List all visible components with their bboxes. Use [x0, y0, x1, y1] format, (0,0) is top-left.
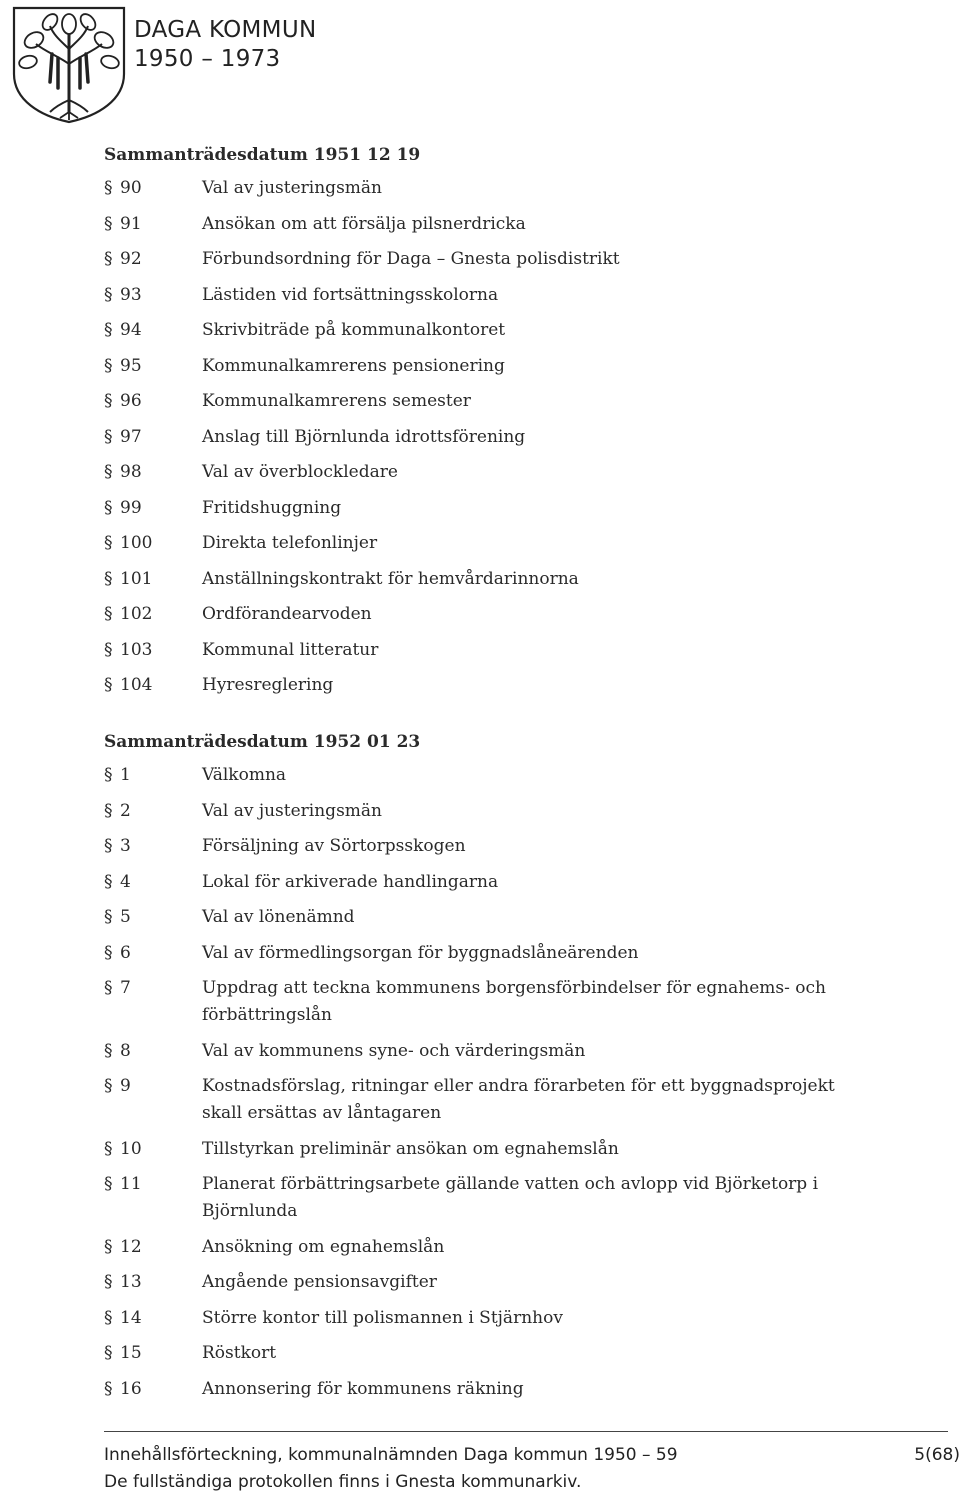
agenda-item-text: Planerat förbättringsarbete gällande vatten och avlopp vid Björketorp i Björnlunda: [202, 1174, 819, 1221]
section-sign: §: [104, 533, 113, 553]
paragraph-number-value: 5: [120, 907, 131, 927]
section-sign: §: [104, 391, 113, 411]
section-sign: §: [104, 1378, 113, 1399]
paragraph-number: [104, 388, 202, 415]
section-sign: §: [104, 1236, 113, 1257]
paragraph-number-value: 95: [120, 355, 142, 376]
list-item: [104, 672, 904, 699]
section-sign: §: [104, 178, 113, 198]
agenda-item-text: Fritidshuggning: [202, 497, 342, 518]
paragraph-number: [104, 1234, 202, 1261]
paragraph-number: [104, 833, 202, 860]
paragraph-number: [104, 975, 202, 1002]
list-item: [104, 1376, 904, 1403]
paragraph-number: [104, 1038, 202, 1065]
agenda-item-text: Försäljning av Sörtorpsskogen: [202, 836, 466, 856]
agenda-item-text: Skrivbiträde på kommunalkontoret: [202, 320, 506, 340]
title-block: [134, 16, 316, 74]
section-sign: §: [104, 284, 113, 305]
section-sign: §: [104, 978, 113, 998]
paragraph-number: [104, 1171, 202, 1198]
paragraph-number: [104, 762, 202, 789]
paragraph-number-value: 98: [120, 462, 142, 482]
agenda-item-text: Uppdrag att teckna kommunens borgensförbindelser för egnahems- och förbättringslån: [202, 978, 827, 1025]
list-item: [104, 282, 904, 309]
meeting-date-heading: Sammanträdesdatum 1951 12 19: [104, 145, 421, 165]
agenda-item-text: Lokal för arkiverade handlingarna: [202, 871, 499, 892]
paragraph-number-value: 100: [120, 533, 153, 553]
section-sign: §: [104, 1076, 113, 1096]
paragraph-number: [104, 175, 202, 202]
list-item: [104, 1269, 904, 1296]
paragraph-number-value: 102: [120, 604, 153, 624]
section-sign: §: [104, 462, 113, 482]
paragraph-number-value: 14: [120, 1307, 142, 1328]
list-item: [104, 1136, 904, 1163]
list-item: [104, 459, 904, 486]
list-item: [104, 353, 904, 380]
paragraph-number: [104, 211, 202, 238]
agenda-item-text: Val av justeringsmän: [202, 800, 382, 821]
paragraph-number: [104, 672, 202, 699]
section-sign: §: [104, 213, 113, 234]
list-item: [104, 495, 904, 522]
paragraph-number-value: 96: [120, 391, 142, 411]
footer-description: Innehållsförteckning, kommunalnämnden Daga kommun 1950 – 59: [104, 1445, 678, 1465]
paragraph-number-value: 12: [120, 1236, 142, 1257]
paragraph-number-value: 3: [120, 836, 131, 856]
paragraph-number: [104, 353, 202, 380]
paragraph-number-value: 2: [120, 800, 131, 821]
paragraph-number-value: 15: [120, 1343, 142, 1363]
paragraph-number: [104, 1073, 202, 1100]
list-item: [104, 1073, 904, 1127]
list-item: [104, 1234, 904, 1261]
list-item: [104, 1340, 904, 1367]
section-sign: §: [104, 249, 113, 269]
paragraph-number: [104, 940, 202, 967]
section-sign: §: [104, 1040, 113, 1061]
agenda-item-text: Ordförandearvoden: [202, 604, 372, 624]
section-sign: §: [104, 320, 113, 340]
paragraph-number-value: 90: [120, 178, 142, 198]
agenda-item-text: Ansökning om egnahemslån: [202, 1236, 445, 1257]
paragraph-number: [104, 1305, 202, 1332]
list-item: [104, 317, 904, 344]
title-years: 1950 – 1973: [134, 46, 281, 72]
paragraph-number-value: 1: [120, 765, 131, 785]
tree-crest-icon: [10, 4, 128, 124]
agenda-item-text: Kommunal litteratur: [202, 639, 379, 660]
agenda-item-text: Kommunalkamrerens pensionering: [202, 355, 505, 376]
section-sign: §: [104, 426, 113, 447]
list-item: [104, 601, 904, 628]
list-item: [104, 637, 904, 664]
paragraph-number-value: 94: [120, 320, 142, 340]
section-sign: §: [104, 836, 113, 856]
paragraph-number-value: 11: [120, 1174, 142, 1194]
paragraph-number-value: 8: [120, 1040, 131, 1061]
footer-archive-note: De fullständiga protokollen finns i Gnesta kommunarkiv.: [104, 1472, 582, 1492]
paragraph-number-value: 4: [120, 871, 131, 892]
agenda-item-text: Större kontor till polismannen i Stjärnhov: [202, 1307, 563, 1328]
paragraph-number: [104, 1269, 202, 1296]
agenda-item-text: Kommunalkamrerens semester: [202, 391, 471, 411]
paragraph-number-value: 13: [120, 1272, 142, 1292]
list-item: [104, 211, 904, 238]
list-item: [104, 388, 904, 415]
section-sign: §: [104, 355, 113, 376]
paragraph-number: [104, 459, 202, 486]
section-sign: §: [104, 1138, 113, 1159]
paragraph-number: [104, 246, 202, 273]
paragraph-number-value: 101: [120, 568, 153, 589]
list-item: [104, 1305, 904, 1332]
section-sign: §: [104, 604, 113, 624]
list-item: [104, 904, 904, 931]
list-item: [104, 869, 904, 896]
paragraph-number: [104, 637, 202, 664]
list-item: [104, 940, 904, 967]
paragraph-number-value: 10: [120, 1138, 142, 1159]
list-item: [104, 246, 904, 273]
footer-divider: [104, 1431, 948, 1432]
paragraph-number-value: 104: [120, 675, 153, 695]
municipality-title: DAGA KOMMUN: [134, 17, 317, 43]
paragraph-number: [104, 424, 202, 451]
paragraph-number: [104, 869, 202, 896]
paragraph-number: [104, 495, 202, 522]
agenda-item-text: Val av överblockledare: [202, 462, 398, 482]
agenda-item-text: Lästiden vid fortsättningsskolorna: [202, 284, 499, 305]
list-item: [104, 530, 904, 557]
section-sign: §: [104, 1174, 113, 1194]
agenda-item-text: Hyresreglering: [202, 675, 334, 695]
agenda-item-text: Välkomna: [202, 765, 287, 785]
paragraph-number: [104, 566, 202, 593]
section-sign: §: [104, 497, 113, 518]
paragraph-number: [104, 904, 202, 931]
paragraph-number: [104, 317, 202, 344]
page-header: [0, 0, 960, 130]
agenda-item-text: Val av justeringsmän: [202, 178, 382, 198]
agenda-item-text: Val av kommunens syne- och värderingsmän: [202, 1040, 586, 1061]
section-sign: §: [104, 639, 113, 660]
meeting-section: [104, 729, 904, 1403]
paragraph-number-value: 93: [120, 284, 142, 305]
section-sign: §: [104, 907, 113, 927]
table-of-contents: [104, 140, 904, 1411]
list-item: [104, 566, 904, 593]
list-item: [104, 975, 904, 1029]
section-sign: §: [104, 871, 113, 892]
agenda-item-text: Kostnadsförslag, ritningar eller andra förarbeten för ett byggnadsprojekt skall ersättas av låntagaren: [202, 1076, 835, 1123]
section-sign: §: [104, 1307, 113, 1328]
page-number: 5(68): [914, 1445, 960, 1465]
section-sign: §: [104, 1343, 113, 1363]
paragraph-number-value: 92: [120, 249, 142, 269]
list-item: [104, 1171, 904, 1225]
agenda-item-text: Anslag till Björnlunda idrottsförening: [202, 426, 526, 447]
section-sign: §: [104, 765, 113, 785]
paragraph-number-value: 103: [120, 639, 153, 660]
list-item: [104, 175, 904, 202]
agenda-item-text: Tillstyrkan preliminär ansökan om egnahemslån: [202, 1138, 619, 1159]
list-item: [104, 424, 904, 451]
section-sign: §: [104, 800, 113, 821]
section-sign: §: [104, 568, 113, 589]
paragraph-number-value: 97: [120, 426, 142, 447]
agenda-item-text: Val av förmedlingsorgan för byggnadslåneärenden: [202, 942, 639, 963]
paragraph-number-value: 91: [120, 213, 142, 234]
paragraph-number: [104, 1340, 202, 1367]
paragraph-number: [104, 530, 202, 557]
agenda-item-text: Ansökan om att försälja pilsnerdricka: [202, 213, 526, 234]
meeting-date-heading: Sammanträdesdatum 1952 01 23: [104, 732, 421, 752]
agenda-item-text: Direkta telefonlinjer: [202, 533, 378, 553]
paragraph-number-value: 9: [120, 1076, 131, 1096]
paragraph-number-value: 16: [120, 1378, 142, 1399]
paragraph-number: [104, 601, 202, 628]
list-item: [104, 798, 904, 825]
agenda-item-text: Röstkort: [202, 1343, 277, 1363]
section-sign: §: [104, 1272, 113, 1292]
paragraph-number-value: 7: [120, 978, 131, 998]
list-item: [104, 1038, 904, 1065]
paragraph-number: [104, 282, 202, 309]
section-sign: §: [104, 942, 113, 963]
agenda-item-text: Anställningskontrakt för hemvårdarinnorna: [202, 568, 579, 589]
meeting-section: [104, 142, 904, 699]
section-sign: §: [104, 675, 113, 695]
agenda-item-text: Val av lönenämnd: [202, 907, 355, 927]
paragraph-number-value: 99: [120, 497, 142, 518]
paragraph-number: [104, 1376, 202, 1403]
list-item: [104, 762, 904, 789]
agenda-item-text: Annonsering för kommunens räkning: [202, 1378, 524, 1399]
agenda-item-text: Förbundsordning för Daga – Gnesta polisdistrikt: [202, 249, 620, 269]
paragraph-number: [104, 1136, 202, 1163]
page-footer: [104, 1442, 960, 1496]
list-item: [104, 833, 904, 860]
paragraph-number: [104, 798, 202, 825]
paragraph-number-value: 6: [120, 942, 131, 963]
agenda-item-text: Angående pensionsavgifter: [202, 1272, 437, 1292]
